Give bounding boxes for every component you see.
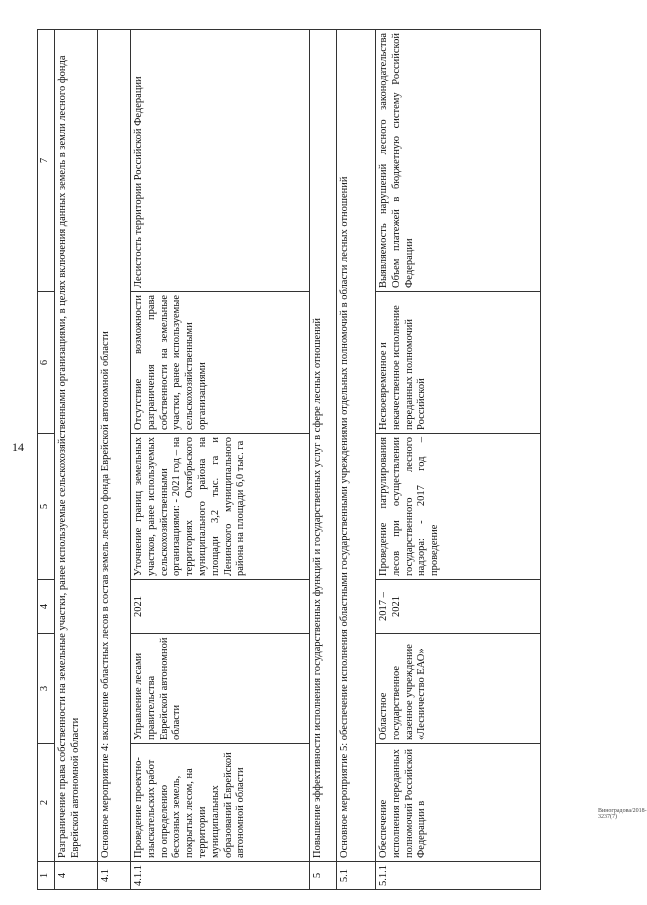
row-4-1-1-period: 2021: [131, 580, 310, 634]
section-4-number: 4: [55, 862, 98, 890]
measure-4-1-title: Основное мероприятие 4: включение областных лесов в состав земель лесного фонда Еврейской автономной области: [98, 30, 131, 862]
row-5-1-1-period: 2017 – 2021: [376, 580, 541, 634]
measure-4-1-number: 4.1: [98, 862, 131, 890]
row-4-1-1-consequences: Отсутствие возможности разграничения права собственности на земельные участки, ранее используемые сельскохозяйственными организациями: [131, 292, 310, 434]
table-row: [131, 30, 310, 890]
measure-5-1-number: 5.1: [337, 862, 376, 890]
header-col-5: 5: [38, 434, 55, 580]
section-4-title: Разграничение права собственности на земельные участки, ранее используемые сельскохозяйственными организациями, в целях включения данных земель в земли лесного фонда Еврейской автономной области: [55, 30, 98, 862]
row-4-1-1-number: 4.1.1: [131, 862, 310, 890]
header-col-6: 6: [38, 292, 55, 434]
row-4-1-1-name: Проведение проектно-изыскательских работ по определению бесхозных земель, покрытых лесом, на территории муниципальных образований Еврейской автономной области: [131, 744, 310, 862]
page-number: 14: [12, 440, 24, 454]
row-5-1-1-result: Проведение патрулирования лесов при осуществлении государственного лесного надзора: - 2017 год – проведение: [376, 434, 541, 580]
header-col-7: 7: [38, 30, 55, 292]
row-5-1-1-number: 5.1.1: [376, 862, 541, 890]
measure-5-1-title: Основное мероприятие 5: обеспечение исполнения областными государственными учреждениями отдельных полномочий в области лесных отношений: [337, 30, 376, 862]
measures-table: [37, 29, 541, 890]
header-col-1: 1: [38, 862, 55, 890]
section-4-row: [55, 30, 98, 890]
table-row: [376, 30, 541, 890]
row-4-1-1-link: Лесистость территории Российской Федерации: [131, 30, 310, 292]
row-4-1-1-result: Уточнение границ земельных участков, ранее используемых сельскохозяйственными организациями: - 2021 год – на территориях Октябрьского муниципального района на площади 3,2 тыс. га и Ленинского муниципального района на площади 6,0 тыс. га: [131, 434, 310, 580]
measure-4-1-row: [98, 30, 131, 890]
row-4-1-1-executor: Управление лесами правительства Еврейской автономной области: [131, 634, 310, 744]
rotated-table-container: [37, 30, 600, 890]
row-5-1-1-name: Обеспечение исполнения переданных полномочий Российской Федерации в: [376, 744, 541, 862]
section-5-number: 5: [310, 862, 337, 890]
row-5-1-1-link: Выявляемость нарушений лесного законодательства Объем платежей в бюджетную систему Российской Федерации: [376, 30, 541, 292]
document-stamp: Виноградова/2018-3237(7): [598, 808, 647, 820]
header-row: [38, 30, 55, 890]
header-col-4: 4: [38, 580, 55, 634]
section-5-title: Повышение эффективности исполнения государственных функций и государственных услуг в сфере лесных отношений: [310, 30, 337, 862]
header-col-3: 3: [38, 634, 55, 744]
measure-5-1-row: [337, 30, 376, 890]
section-5-row: [310, 30, 337, 890]
header-col-2: 2: [38, 744, 55, 862]
row-5-1-1-consequences: Несвоевременное и некачественное исполнение переданных полномочий Российской: [376, 292, 541, 434]
row-5-1-1-executor: Областное государственное казенное учреждение «Лесничество ЕАО»: [376, 634, 541, 744]
